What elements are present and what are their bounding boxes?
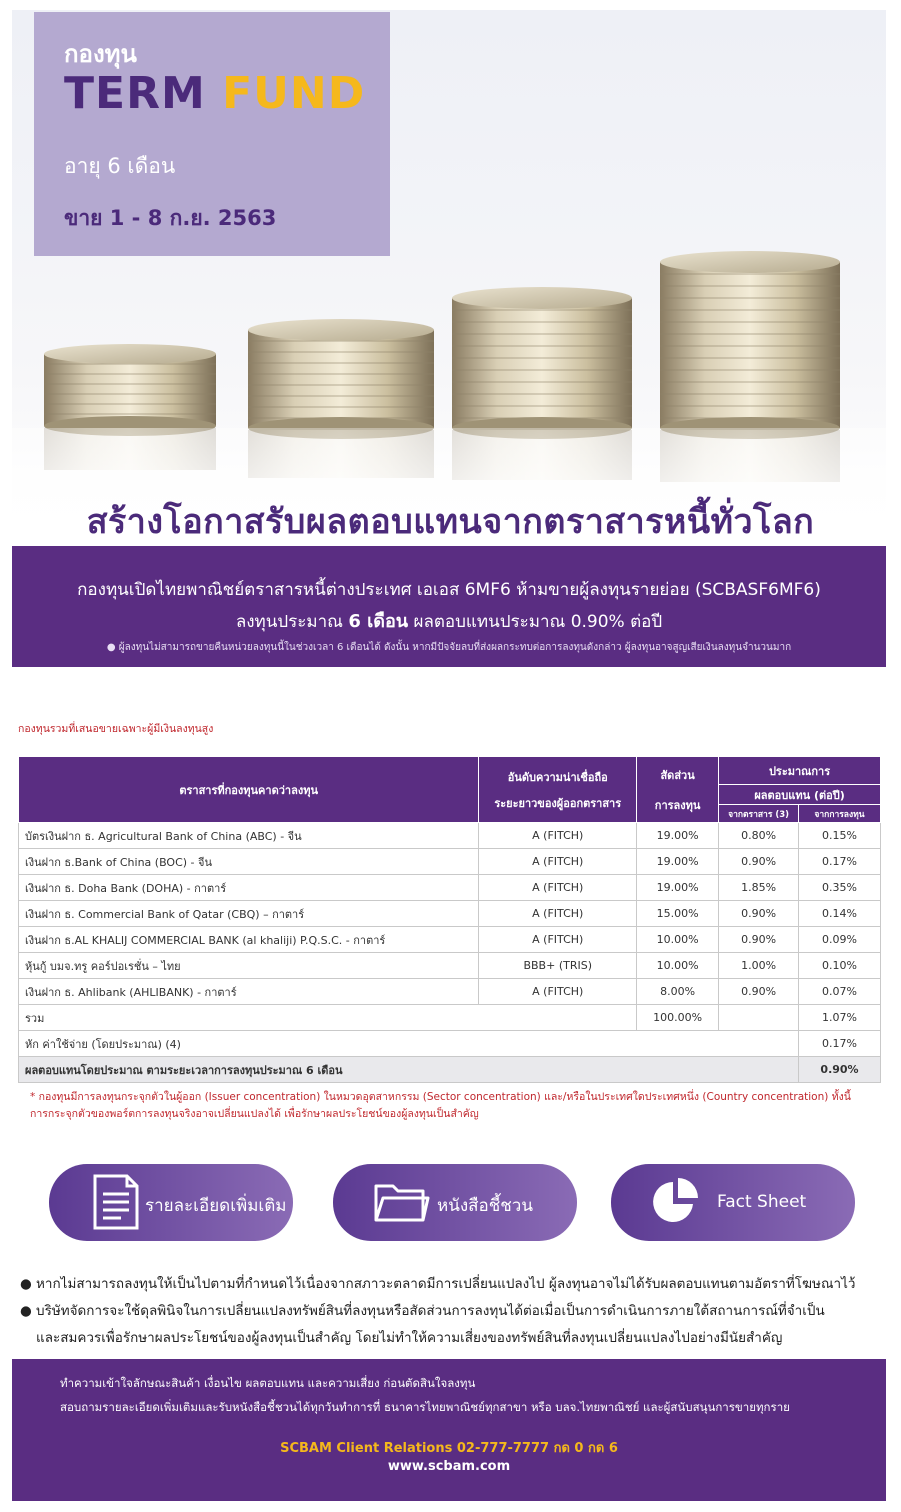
row-return-investment: 0.09% [799, 927, 881, 953]
concentration-footnote: * กองทุนมีการลงทุนกระจุกตัวในผู้ออก (Issuer concentration) ในหมวดอุตสาหกรรม (Sector concentration) และ/หรือในประเทศใดประเทศหนึ่ง (Country concentration) ทั้งนี้ การกระจุกตัวของพอร์ตการลงทุนจริงอาจเปลี่ยนแปลงได้ เพื่อรักษาผลประโยชน์ของผู้ลงทุนเป็นสำคัญ [30, 1091, 851, 1120]
prospectus-button-label: หนังสือชี้ชวน [437, 1196, 533, 1216]
row-weight: 15.00% [637, 901, 719, 927]
net-return-row [19, 1057, 881, 1083]
row-weight: 19.00% [637, 875, 719, 901]
total-weight: 100.00% [637, 1005, 719, 1031]
details-button-label: รายละเอียดเพิ่มเติม [145, 1196, 287, 1216]
row-rating: A (FITCH) [479, 849, 637, 875]
table-caption: กองทุนรวมที่เสนอขายเฉพาะผู้มีเงินลงทุนสูง [18, 723, 214, 735]
row-return-investment: 0.10% [799, 953, 881, 979]
footer-warning: ทำความเข้าใจลักษณะสินค้า เงื่อนไข ผลตอบแทน และความเสี่ยง ก่อนตัดสินใจลงทุน [60, 1376, 476, 1390]
total-row [19, 1005, 881, 1031]
row-return-instrument: 0.80% [719, 823, 799, 849]
factsheet-button-label: Fact Sheet [717, 1192, 807, 1212]
row-return-instrument: 0.90% [719, 849, 799, 875]
row-return-investment: 0.15% [799, 823, 881, 849]
bullet-dot: ● [20, 1276, 32, 1292]
pie-chart-icon [645, 1172, 705, 1232]
col-rating [479, 757, 637, 823]
details-button[interactable] [49, 1164, 293, 1241]
row-rating: BBB+ (TRIS) [479, 953, 637, 979]
footer [12, 1359, 886, 1501]
expense-row [19, 1031, 881, 1057]
col-rating-line2: ระยะยาวของผู้ออกตราสาร [494, 796, 622, 810]
table-row [19, 823, 881, 849]
total-return: 1.07% [799, 1005, 881, 1031]
bullet-continuation: และสมควรเพื่อรักษาผลประโยชน์ของผู้ลงทุนเป็นสำคัญ โดยไม่ทำให้ความเสี่ยงของทรัพย์สินที่ลงทุนเปลี่ยนแปลงไปอย่างมีนัยสำคัญ [36, 1330, 783, 1346]
row-return-instrument: 0.90% [719, 927, 799, 953]
return-value: 0.90% ต่อปี [570, 612, 663, 632]
prospectus-button[interactable] [333, 1164, 577, 1241]
row-weight: 10.00% [637, 927, 719, 953]
invest-period: 6 เดือน [348, 611, 409, 632]
factsheet-button[interactable] [611, 1164, 855, 1241]
row-return-instrument: 1.00% [719, 953, 799, 979]
sale-period: ขาย 1 - 8 ก.ย. 2563 [64, 206, 277, 230]
invest-label: ลงทุนประมาณ [235, 612, 343, 632]
net-return-label: ผลตอบแทนโดยประมาณ ตามระยะเวลาการลงทุนประมาณ 6 เดือน [19, 1057, 799, 1083]
fund-age: อายุ 6 เดือน [64, 154, 176, 178]
col-return-line1: ประมาณการ [719, 757, 881, 785]
folder-icon [371, 1172, 431, 1232]
row-weight: 8.00% [637, 979, 719, 1005]
bullet-dot: ● [20, 1303, 32, 1319]
total-empty-cell [719, 1005, 799, 1031]
total-label: รวม [19, 1005, 637, 1031]
bullet-text: หากไม่สามารถลงทุนให้เป็นไปตามที่กำหนดไว้เนื่องจากสภาวะตลาดมีการเปลี่ยนแปลงไป ผู้ลงทุนอาจไม่ได้รับผลตอบแทนตามอัตราที่โฆษณาไว้ [36, 1276, 856, 1292]
row-rating: A (FITCH) [479, 979, 637, 1005]
col-rating-line1: อันดับความน่าเชื่อถือ [507, 770, 608, 784]
row-instrument: เงินฝาก ธ. Doha Bank (DOHA) - กาตาร์ [19, 875, 479, 901]
net-return-value: 0.90% [799, 1057, 881, 1083]
row-rating: A (FITCH) [479, 901, 637, 927]
row-rating: A (FITCH) [479, 875, 637, 901]
footer-website-link[interactable]: www.scbam.com [387, 1459, 511, 1474]
row-rating: A (FITCH) [479, 927, 637, 953]
row-rating: A (FITCH) [479, 823, 637, 849]
hero-title-term: TERM [64, 68, 206, 119]
fund-return-summary [12, 606, 886, 635]
col-instrument: ตราสารที่กองทุนคาดว่าลงทุน [19, 757, 479, 823]
col-return-instrument: จากตราสาร (3) [719, 805, 799, 823]
bullet-item [20, 1298, 890, 1325]
footer-contact: SCBAM Client Relations 02-777-7777 กด 0 กด 6 [280, 1441, 618, 1456]
row-return-investment: 0.35% [799, 875, 881, 901]
hero-banner [12, 10, 886, 538]
col-weight [637, 757, 719, 823]
row-return-investment: 0.07% [799, 979, 881, 1005]
headline: สร้างโอกาสรับผลตอบแทนจากตราสารหนี้ทั่วโลก [86, 502, 815, 542]
hero-title [64, 68, 365, 119]
document-icon [85, 1172, 145, 1232]
return-label: ผลตอบแทนประมาณ [413, 612, 566, 632]
row-return-investment: 0.14% [799, 901, 881, 927]
table-row [19, 849, 881, 875]
bullet-item [20, 1271, 890, 1298]
row-weight: 19.00% [637, 849, 719, 875]
row-instrument: เงินฝาก ธ.Bank of China (BOC) - จีน [19, 849, 479, 875]
table-row [19, 875, 881, 901]
row-instrument: เงินฝาก ธ. Ahlibank (AHLIBANK) - กาตาร์ [19, 979, 479, 1005]
row-return-instrument: 0.90% [719, 901, 799, 927]
hero-kicker: กองทุน [64, 40, 137, 68]
row-instrument: เงินฝาก ธ.AL KHALIJ COMMERCIAL BANK (al khaliji) P.Q.S.C. - กาตาร์ [19, 927, 479, 953]
disclaimer-bullets [20, 1271, 890, 1352]
row-weight: 19.00% [637, 823, 719, 849]
row-instrument: เงินฝาก ธ. Commercial Bank of Qatar (CBQ) – กาตาร์ [19, 901, 479, 927]
hero-title-box [34, 12, 390, 256]
portfolio-table [18, 756, 881, 1083]
hero-title-fund: FUND [222, 68, 366, 119]
fund-summary-band [12, 546, 886, 667]
table-row [19, 953, 881, 979]
expense-label: หัก ค่าใช้จ่าย (โดยประมาณ) (4) [19, 1031, 799, 1057]
table-row [19, 979, 881, 1005]
row-return-investment: 0.17% [799, 849, 881, 875]
bullet-text: บริษัทจัดการจะใช้ดุลพินิจในการเปลี่ยนแปลงทรัพย์สินที่ลงทุนหรือสัดส่วนการลงทุนได้ต่อเมื่อเป็นการดำเนินการภายใต้สถานการณ์ที่จำเป็น [36, 1303, 825, 1319]
col-weight-line2: การลงทุน [654, 798, 701, 812]
row-instrument: หุ้นกู้ บมจ.ทรู คอร์ปอเรชั่น – ไทย [19, 953, 479, 979]
col-return-investment: จากการลงทุน [799, 805, 881, 823]
row-return-instrument: 0.90% [719, 979, 799, 1005]
expense-value: 0.17% [799, 1031, 881, 1057]
table-row [19, 927, 881, 953]
fund-name: กองทุนเปิดไทยพาณิชย์ตราสารหนี้ต่างประเทศ เอเอส 6MF6 ห้ามขายผู้ลงทุนรายย่อย (SCBASF6MF6) [77, 580, 821, 600]
footer-info: สอบถามรายละเอียดเพิ่มเติมและรับหนังสือชี้ชวนได้ทุกวันทำการที่ ธนาคารไทยพาณิชย์ทุกสาขา หรือ บลจ.ไทยพาณิชย์ และผู้สนับสนุนการขายทุกราย [60, 1400, 790, 1414]
col-return-line2: ผลตอบแทน (ต่อปี) [719, 785, 881, 805]
row-instrument: บัตรเงินฝาก ธ. Agricultural Bank of China (ABC) - จีน [19, 823, 479, 849]
table-row [19, 901, 881, 927]
col-weight-line1: สัดส่วน [660, 768, 695, 782]
risk-note: ● ผู้ลงทุนไม่สามารถขายคืนหน่วยลงทุนนี้ในช่วงเวลา 6 เดือนได้ ดังนั้น หากมีปัจจัยลบที่ส่งผลกระทบต่อการลงทุนดังกล่าว ผู้ลงทุนอาจสูญเสียเงินลงทุนจำนวนมาก [106, 642, 792, 653]
row-weight: 10.00% [637, 953, 719, 979]
row-return-instrument: 1.85% [719, 875, 799, 901]
